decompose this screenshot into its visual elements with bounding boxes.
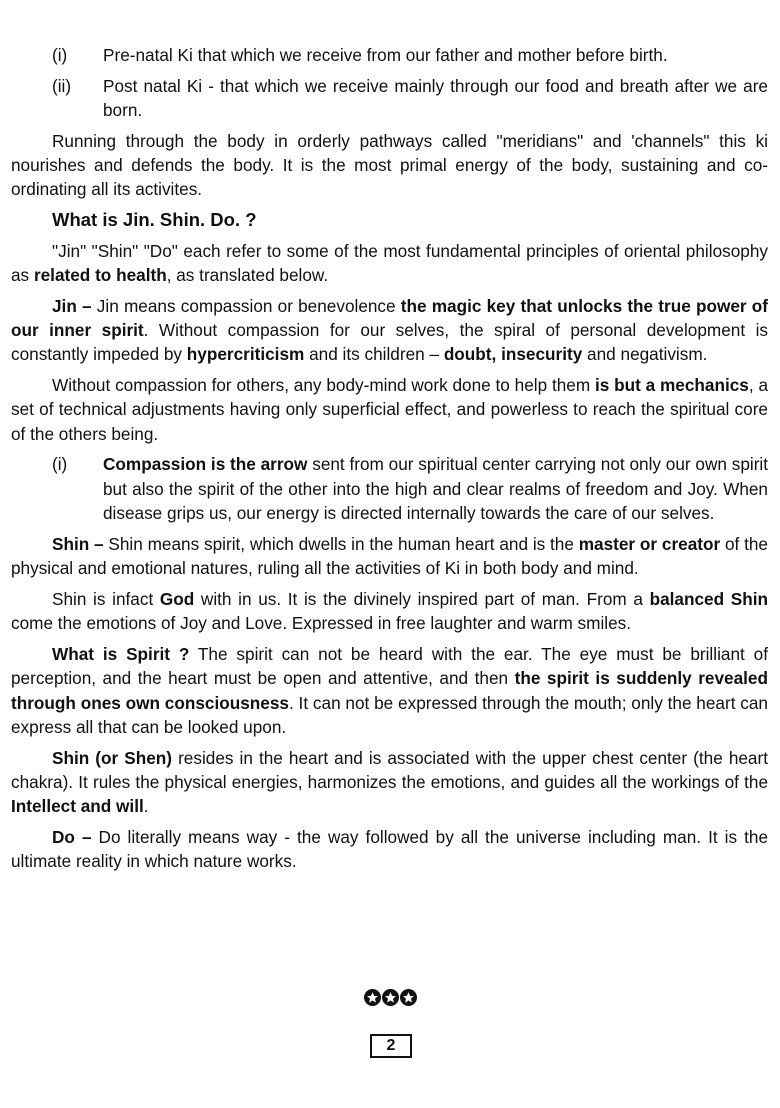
body-text <box>11 43 768 880</box>
text-run: What is Jin. Shin. Do. ? <box>52 209 257 231</box>
list-text <box>103 43 768 67</box>
list-number: (i) <box>52 454 68 475</box>
bold-text: Jin – <box>52 295 92 316</box>
bold-text: the spirit is suddenly revealed through ones own consciousness <box>11 668 768 713</box>
text-run: Jin means compassion or benevolence <box>91 295 401 316</box>
text-run: sent from our spiritual center carrying not only our own spirit but also the spirit of the other into the high and clear realms of freedom and Joy. When disease grips us, our energy is directed internally towards the care of our selves. <box>103 454 769 524</box>
paragraph <box>11 239 768 288</box>
bold-text: Do – <box>52 827 92 848</box>
page-number: 2 <box>370 1034 412 1058</box>
text-run: , a set of technical adjustments having only superficial effect, and powerless to reach the spiritual core of the others being. <box>11 375 768 444</box>
list-number: (i) <box>52 45 68 65</box>
text-run: Do literally means way - the way followed by all the universe including man. It is the ultimate reality in which nature works. <box>11 827 768 872</box>
text-run: come the emotions of Joy and Love. Expressed in free laughter and warm smiles. <box>11 613 632 634</box>
bold-text: the magic key that unlocks the true power of our inner spirit <box>11 295 768 340</box>
text-run: Running through the body in orderly pathways called "meridians" and 'channels" this ki nourishes and defends the body. It is the most primal energy of the body, sustaining and co-ordinating all its activites. <box>11 130 768 200</box>
paragraph <box>11 373 768 446</box>
text-run: and negativism. <box>582 344 708 365</box>
paragraph <box>11 746 768 819</box>
list-number: (ii) <box>52 75 72 96</box>
list-text <box>103 74 768 123</box>
text-run: Shin means spirit, which dwells in the human heart and is the <box>103 533 579 554</box>
bold-text: Shin – <box>52 533 104 554</box>
star-icon <box>364 989 381 1006</box>
bold-text: balanced Shin <box>649 588 768 609</box>
text-run: "Jin" "Shin" "Do" each refer to some of the most fundamental principles of oriental philosophy as <box>11 240 768 285</box>
list-item <box>11 43 768 67</box>
text-run: Shin is infact <box>52 588 160 609</box>
text-run: and its children – <box>304 344 444 365</box>
bold-text: master or creator <box>578 533 721 554</box>
bold-text: Intellect and will <box>11 796 144 817</box>
bold-text: is but a mechanics <box>594 375 749 396</box>
paragraph <box>11 642 768 739</box>
star-icon <box>382 989 399 1006</box>
text-run: The spirit can not be heard with the ear. The eye must be brilliant of perception, and the heart must be open and attentive, and then <box>11 644 768 689</box>
paragraph <box>11 825 768 874</box>
text-run: with in us. It is the divinely inspired part of man. From a <box>194 588 650 609</box>
text-run: Post natal Ki - that which we receive mainly through our food and breath after we are born. <box>103 75 768 121</box>
paragraph <box>11 532 768 581</box>
section-heading <box>52 208 768 232</box>
text-run: . It can not be expressed through the mouth; only the heart can express all that can be looked upon. <box>11 692 768 737</box>
text-run: of the physical and emotional natures, ruling all the activities of Ki in both body and mind. <box>11 533 768 579</box>
bold-text: Compassion is the arrow <box>103 454 308 475</box>
bold-text: related to health <box>33 264 167 285</box>
text-run: , as translated below. <box>166 264 329 285</box>
text-run: resides in the heart and is associated with the upper chest center (the heart chakra). It rules the physical energies, harmonizes the emotions, and guides all the workings of the <box>11 747 768 793</box>
text-run: Pre-natal Ki that which we receive from our father and mother before birth. <box>103 45 668 65</box>
paragraph <box>11 587 768 636</box>
bold-text: hypercriticism <box>186 344 305 365</box>
bold-text: What is Spirit ? <box>52 644 190 665</box>
bold-text: doubt, insecurity <box>443 344 583 365</box>
section-end-ornament <box>0 988 780 1012</box>
text-run: Without compassion for others, any body-mind work done to help them <box>52 375 595 396</box>
text-run: . <box>143 796 149 817</box>
star-icon <box>400 989 417 1006</box>
paragraph <box>11 129 768 202</box>
paragraph <box>11 294 768 367</box>
list-text <box>103 452 768 525</box>
list-item <box>11 452 768 525</box>
list-item <box>11 74 768 123</box>
text-run: . Without compassion for our selves, the spiral of personal development is constantly impeded by <box>11 319 769 365</box>
bold-text: Shin (or Shen) <box>52 747 173 768</box>
bold-text: God <box>159 588 195 609</box>
